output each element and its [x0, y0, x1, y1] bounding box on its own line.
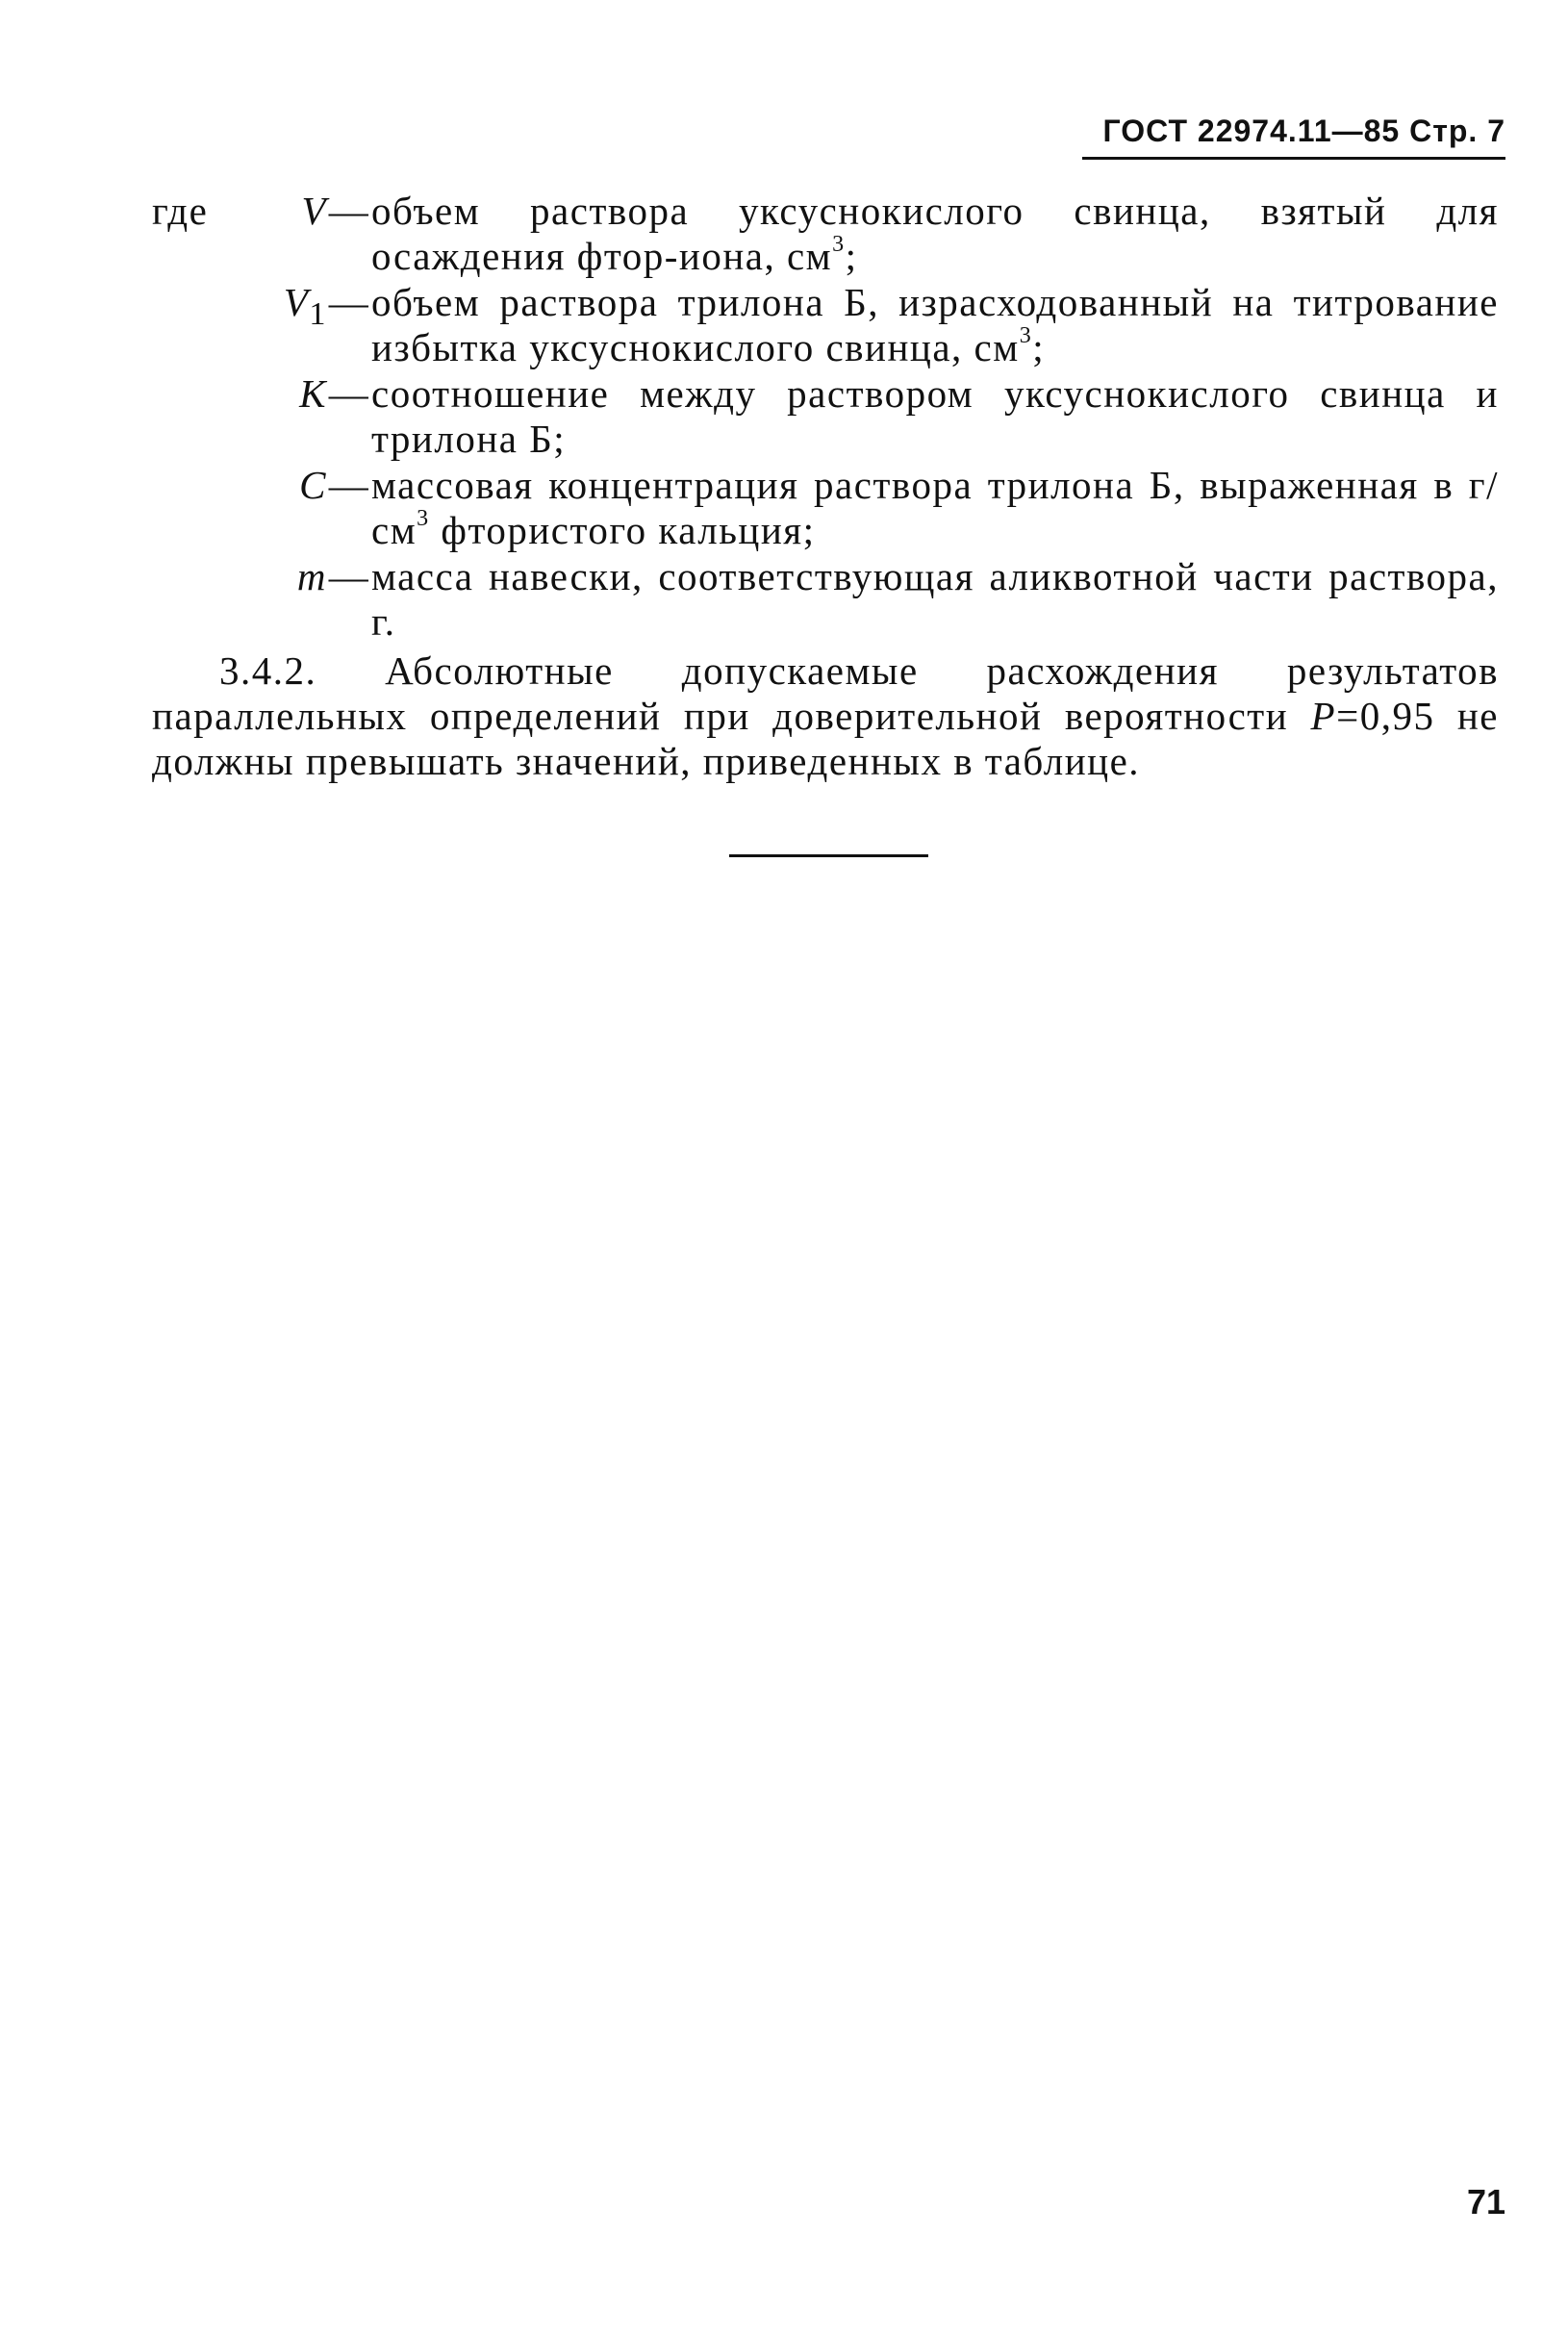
- definition-body: объем раствора уксуснокислого свинца, взятый для осаждения фтор-иона, см: [371, 189, 1499, 278]
- symbol-letter: V: [283, 280, 310, 324]
- page-header: ГОСТ 22974.11—85 Стр. 7: [1082, 114, 1505, 160]
- section-divider: [729, 854, 928, 857]
- definition-dash: —: [328, 554, 370, 598]
- paragraph-variable: P: [1310, 694, 1337, 738]
- definition-text: [371, 280, 1499, 370]
- definition-text: [371, 371, 1499, 462]
- definition-body: массовая концентрация раствора трилона Б, выраженная в г/см: [371, 463, 1499, 552]
- paragraph-text-start: 3.4.2. Абсолютные допускаемые расхождения результатов параллельных определений при доверительной вероятности: [152, 648, 1499, 738]
- definition-dash: —: [328, 463, 370, 507]
- definition-body: объем раствора трилона Б, израсходованный на титрование избытка уксуснокислого свинца, см: [371, 280, 1499, 369]
- symbol-subscript: 1: [309, 296, 327, 333]
- definition-text: [371, 463, 1499, 553]
- paragraph-text-end: =0,95 не должны превышать значений, приведенных в таблице.: [152, 694, 1499, 783]
- unit-superscript: 3: [417, 506, 430, 532]
- definition-symbol: [239, 554, 327, 645]
- definition-tail: ;: [845, 234, 858, 278]
- definition-symbol: [239, 280, 327, 370]
- definition-tail: фтористого кальция;: [429, 508, 816, 552]
- definition-body: соотношение между раствором уксуснокислого свинца и трилона Б;: [371, 371, 1499, 461]
- definition-item: [152, 189, 1499, 279]
- symbol-letter: V: [301, 189, 327, 233]
- definition-symbol: [239, 189, 327, 279]
- definition-spacer: [152, 371, 239, 462]
- page-number: 71: [1466, 2182, 1505, 2221]
- definition-symbol: [239, 463, 327, 553]
- definition-item: [152, 554, 1499, 645]
- definition-symbol: [239, 371, 327, 462]
- symbol-letter: m: [296, 554, 327, 598]
- symbol-letter: K: [299, 371, 327, 416]
- unit-superscript: 3: [832, 232, 846, 258]
- document-body: [152, 189, 1499, 824]
- definition-spacer: [152, 554, 239, 645]
- definition-text: [371, 554, 1499, 645]
- definition-tail: ;: [1032, 325, 1046, 369]
- definition-dash: —: [328, 371, 370, 416]
- definition-intro: где: [152, 189, 209, 233]
- definition-spacer: [152, 463, 239, 553]
- definition-item: [152, 463, 1499, 553]
- definition-dash: —: [328, 280, 370, 324]
- definition-spacer: [152, 280, 239, 370]
- definition-item: [152, 280, 1499, 370]
- definition-dash: —: [328, 189, 370, 233]
- unit-superscript: 3: [1019, 323, 1033, 349]
- paragraph-3-4-2: [152, 648, 1499, 784]
- definition-body: масса навески, соответствующая аликвотной части раствора, г.: [371, 554, 1499, 644]
- definition-text: [371, 189, 1499, 279]
- definition-item: [152, 371, 1499, 462]
- symbol-letter: C: [299, 463, 327, 507]
